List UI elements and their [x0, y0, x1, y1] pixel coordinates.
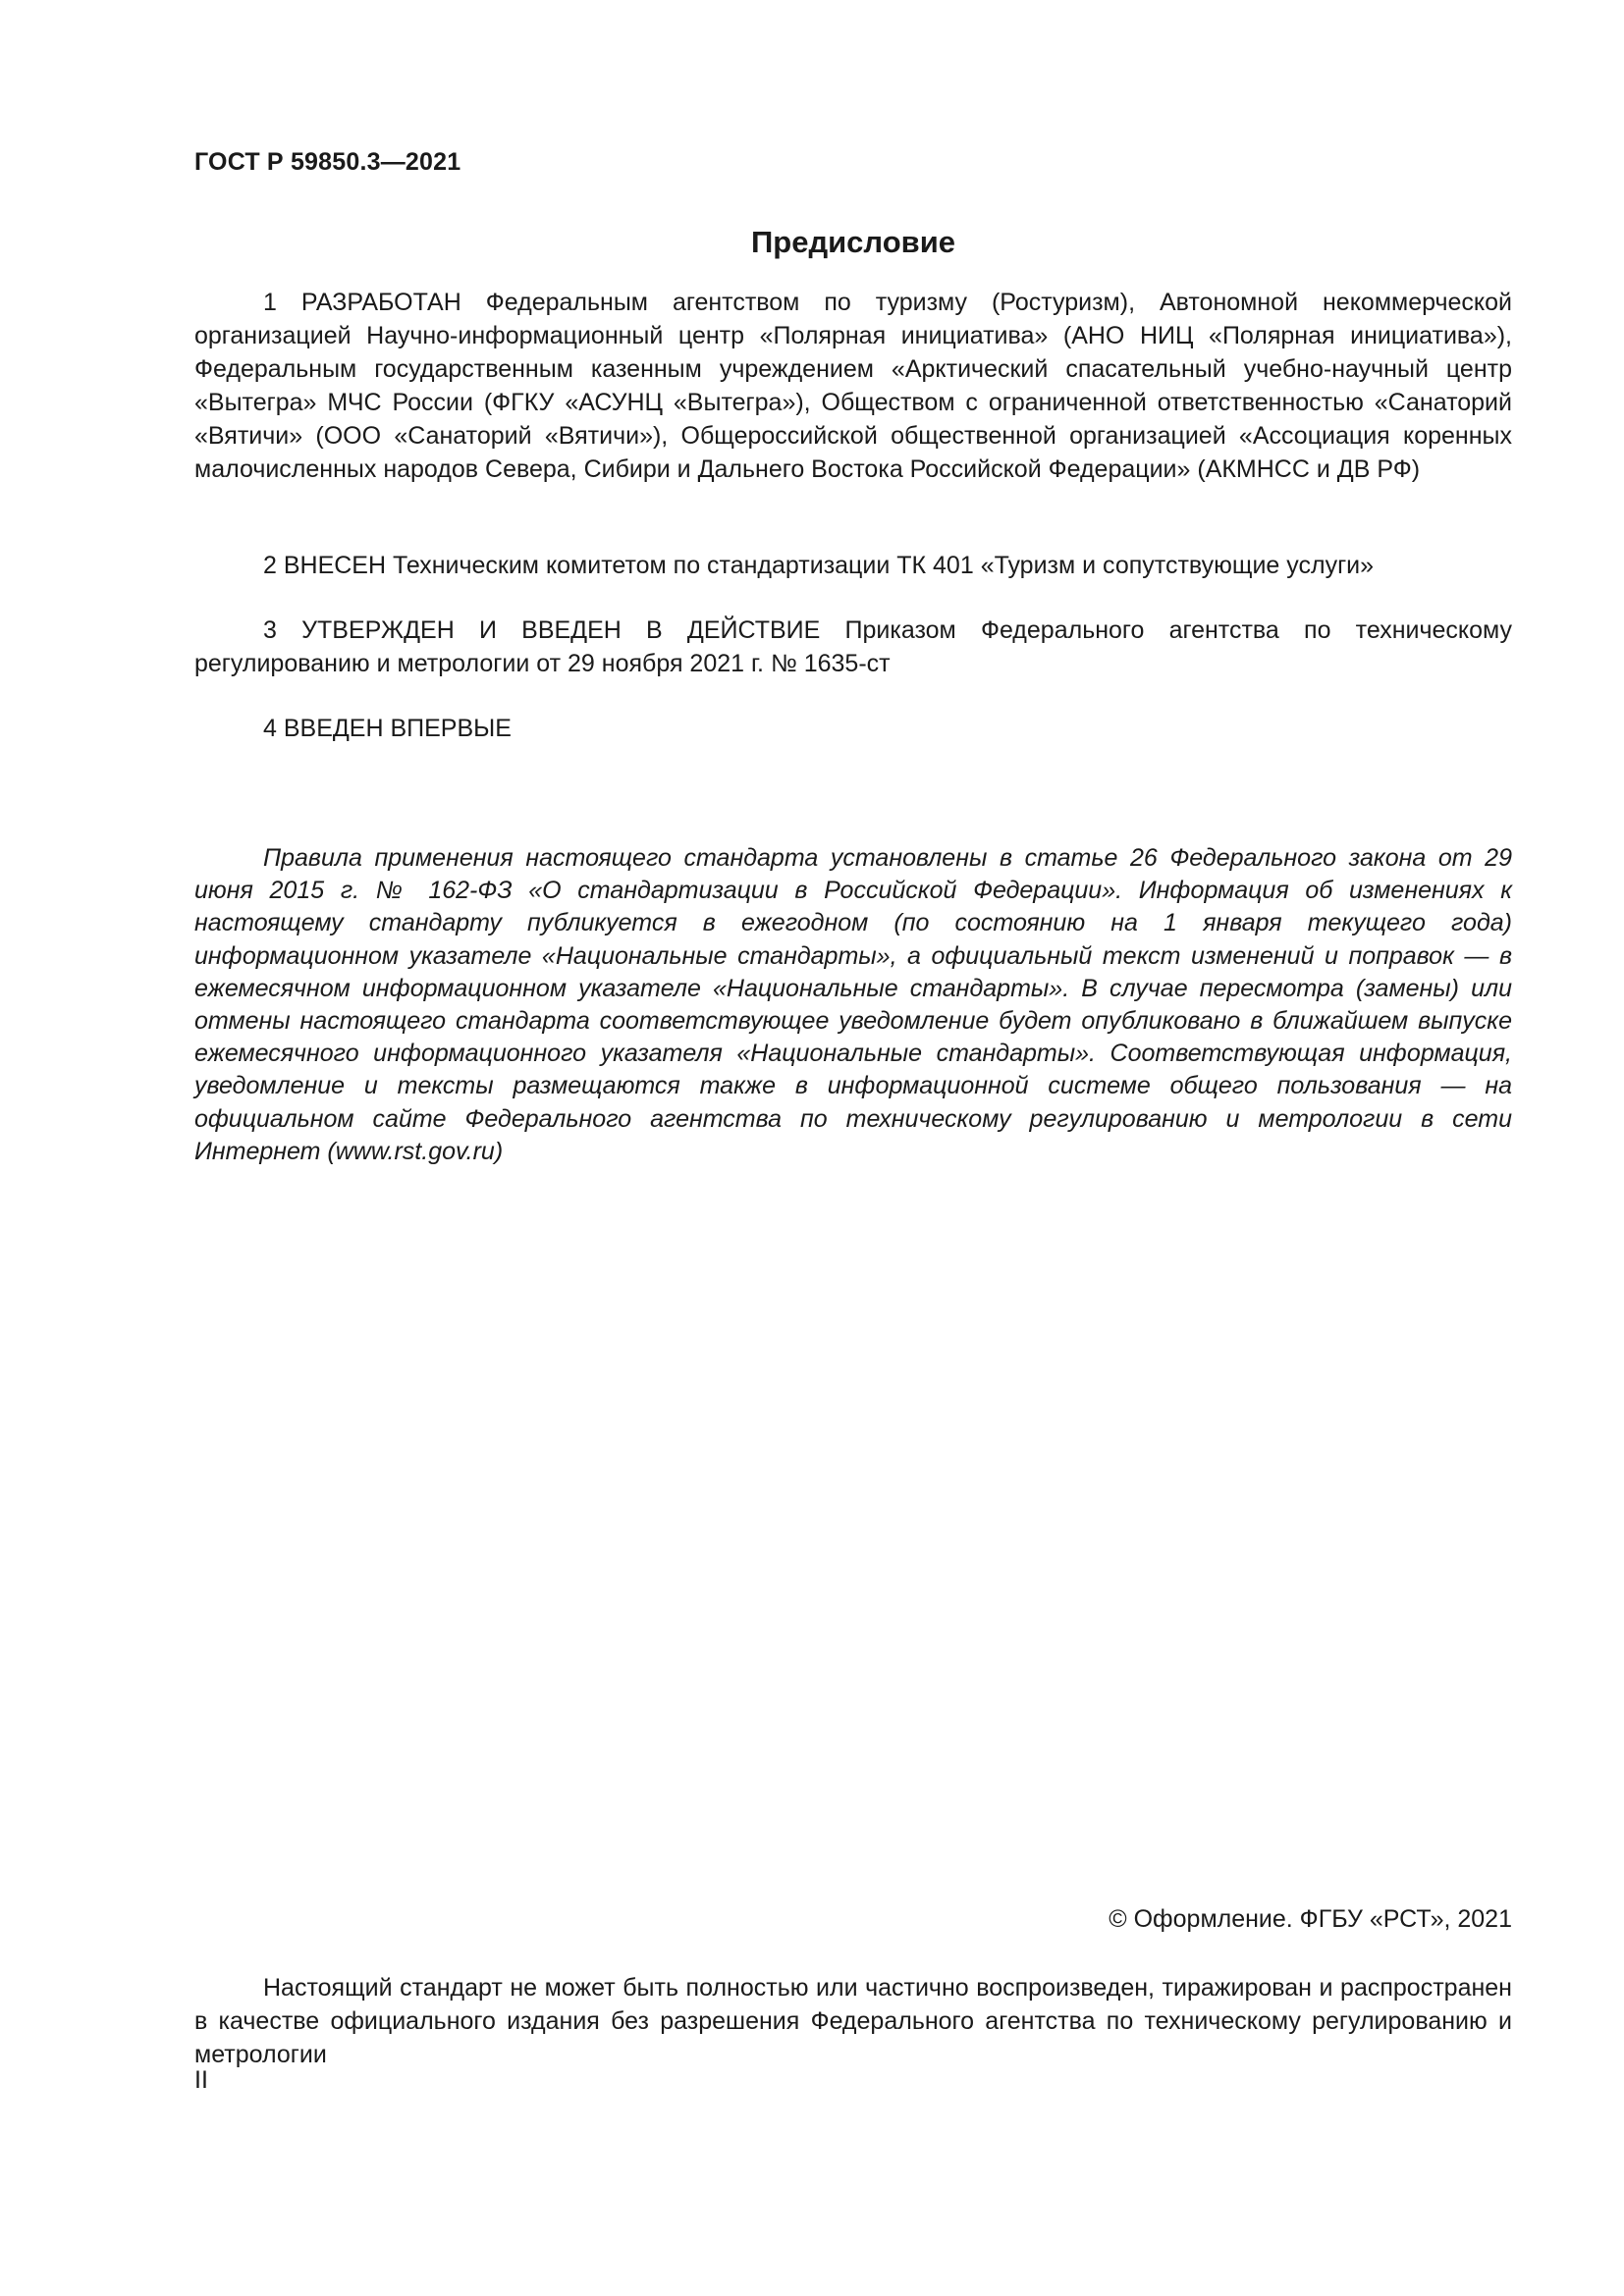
- foreword-item-approved: 3 УТВЕРЖДЕН И ВВЕДЕН В ДЕЙСТВИЕ Приказом Федерального агентства по техническому регулированию и метрологии от 29 ноября 2021 г. № 1635-ст: [194, 616, 1512, 677]
- page-number: II: [194, 2066, 208, 2094]
- foreword-item-developed: 1 РАЗРАБОТАН Федеральным агентством по туризму (Ростуризм), Автономной некоммерческой организацией Научно-информационный центр «Полярная инициатива» (АНО НИЦ «Полярная инициатива»), Федеральным государственным казенным учреждением «Арктический спасательный учебно-научный центр «Вытегра» МЧС России (ФГКУ «АСУНЦ «Вытегра»), Обществом с ограниченной ответственностью «Санаторий «Вятичи» (ООО «Санаторий «Вятичи»), Общероссийской общественной организацией «Ассоциация коренных малочисленных народов Севера, Сибири и Дальнего Востока Российской Федерации» (АКМНСС и ДВ РФ): [194, 289, 1512, 483]
- document-code: ГОСТ Р 59850.3—2021: [194, 148, 461, 176]
- copyright-notice: © Оформление. ФГБУ «РСТ», 2021: [1109, 1905, 1512, 1933]
- page-title: Предисловие: [750, 225, 955, 259]
- foreword-item-introduced: 2 ВНЕСЕН Техническим комитетом по стандартизации ТК 401 «Туризм и сопутствующие услуги»: [263, 552, 1375, 579]
- reproduction-notice: Настоящий стандарт не может быть полностью или частично воспроизведен, тиражирован и распространен в качестве официального издания без разрешения Федерального агентства по техническому регулированию и метрологии: [194, 1974, 1512, 2068]
- foreword-item-first-introduced: 4 ВВЕДЕН ВПЕРВЫЕ: [263, 715, 512, 742]
- application-rules-note: Правила применения настоящего стандарта установлены в статье 26 Федерального закона от 29 июня 2015 г. № 162-ФЗ «О стандартизации в Российской Федерации». Информация об изменениях к настоящему стандарту публикуется в ежегодном (по состоянию на 1 января текущего года) информационном указателе «Национальные стандарты», а официальный текст изменений и поправок — в ежемесячном информационном указателе «Национальные стандарты». В случае пересмотра (замены) или отмены настоящего стандарта соответствующее уведомление будет опубликовано в ближайшем выпуске ежемесячного информационного указателя «Национальные стандарты». Соответствующая информация, уведомление и тексты размещаются также в информационной системе общего пользования — на официальном сайте Федерального агентства по техническому регулированию и метрологии в сети Интернет (www.rst.gov.ru): [194, 844, 1512, 1165]
